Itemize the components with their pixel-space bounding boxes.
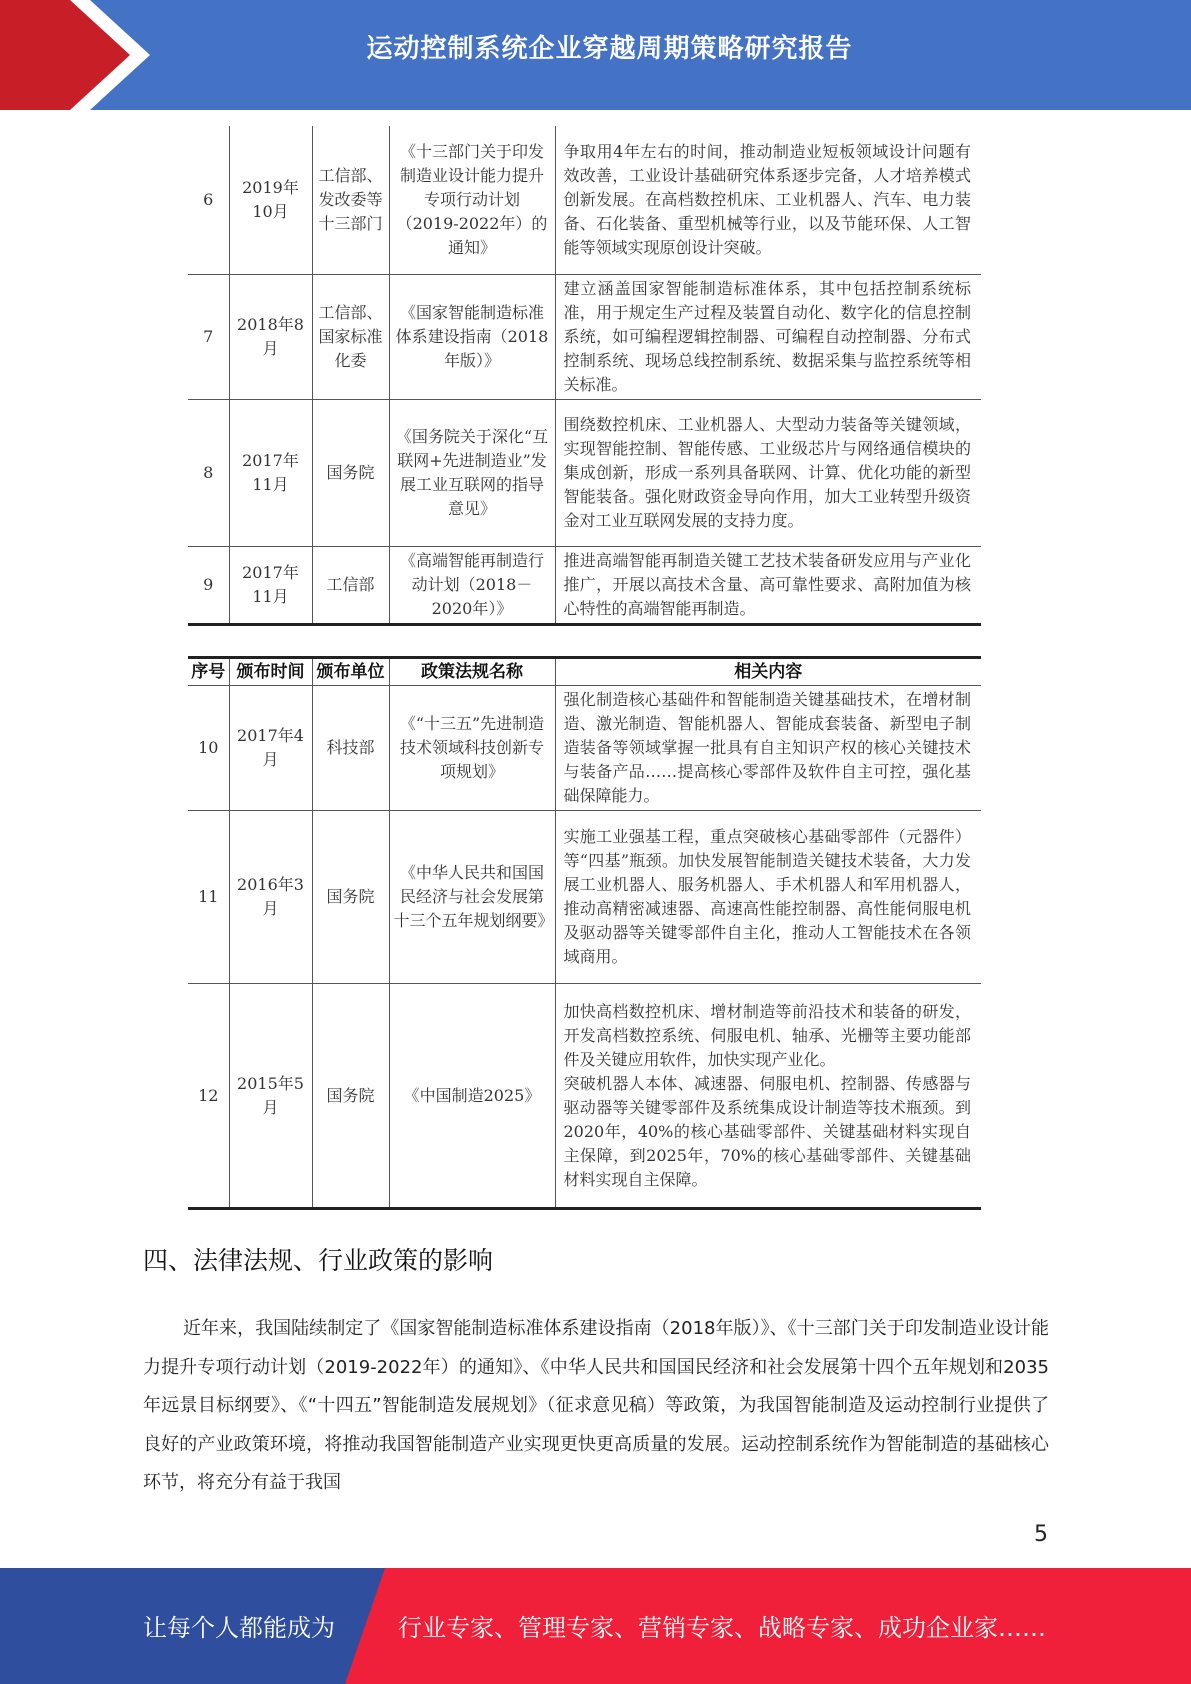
- row-org: 国务院: [312, 984, 389, 1209]
- row-no: 11: [188, 811, 229, 984]
- footer-slogan-left: 让每个人都能成为: [143, 1614, 335, 1642]
- row-org: 国务院: [312, 811, 389, 984]
- row-date: 2018年8月: [229, 274, 312, 399]
- row-date: 2017年4月: [229, 686, 312, 811]
- row-content: 建立涵盖国家智能制造标准体系，其中包括控制系统标准，用于规定生产过程及装置自动化、数字化的信息控制系统，如可编程逻辑控制器、可编程自动控制器、分布式控制系统、现场总线控制系统、数据采集与监控系统等相关标准。: [555, 274, 981, 399]
- row-date: 2017年11月: [229, 546, 312, 624]
- row-date: 2019年10月: [229, 126, 312, 274]
- row-policy-name: 《国务院关于深化“互联网+先进制造业”发展工业互联网的指导意见》: [389, 399, 555, 546]
- report-title: 运动控制系统企业穿越周期策略研究报告: [366, 34, 853, 64]
- header-no: 序号: [188, 658, 229, 686]
- policy-table: [188, 656, 981, 1210]
- row-org: 工信部: [312, 546, 389, 624]
- page-header: [0, 0, 1191, 110]
- row-no: 10: [188, 686, 229, 811]
- row-content: 加快高档数控机床、增材制造等前沿技术和装备的研发，开发高档数控系统、伺服电机、轴承、光栅等主要功能部件及关键应用软件，加快实现产业化。 突破机器人本体、减速器、伺服电机、控制器、传感器与驱动器等关键零部件及系统集成设计制造等技术瓶颈。到2020年，40%的核心基础零部件、关键基础材料实现自主保障，到2025年，70%的核心基础零部件、关键基础材料实现自主保障。: [555, 984, 981, 1209]
- header-date: 颁布时间: [229, 658, 312, 686]
- row-content: 实施工业强基工程，重点突破核心基础零部件（元器件）等“四基”瓶颈。加快发展智能制造关键技术装备，大力发展工业机器人、服务机器人、手术机器人和军用机器人，推动高精密减速器、高速高性能控制器、高性能伺服电机及驱动器等关键零部件自主化，推动人工智能技术在各领域商用。: [555, 811, 981, 984]
- page-number: 5: [1034, 1522, 1048, 1547]
- row-org: 工信部、发改委等十三部门: [312, 126, 389, 274]
- row-org: 国务院: [312, 399, 389, 546]
- row-no: 9: [188, 546, 229, 624]
- policy-table-continued: [188, 126, 981, 626]
- header-content: 相关内容: [555, 658, 981, 686]
- header-policy-name: 政策法规名称: [389, 658, 555, 686]
- body-paragraph: 近年来，我国陆续制定了《国家智能制造标准体系建设指南（2018年版）》、《十三部门关于印发制造业设计能力提升专项行动计划（2019-2022年）的通知》、《中华人民共和国国民经济和社会发展第十四个五年规划和2035年远景目标纲要》、《“十四五”智能制造发展规划》（征求意见稿）等政策，为我国智能制造及运动控制行业提供了良好的产业政策环境，将推动我国智能制造产业实现更快更高质量的发展。运动控制系统作为智能制造的基础核心环节，将充分有益于我国: [143, 1318, 1049, 1493]
- table-header-row: [188, 658, 981, 686]
- row-content: 强化制造核心基础件和智能制造关键基础技术，在增材制造、激光制造、智能机器人、智能成套装备、新型电子制造装备等领域掌握一批具有自主知识产权的核心关键技术与装备产品……提高核心零部件及软件自主可控，强化基础保障能力。: [555, 686, 981, 811]
- row-policy-name: 《“十三五”先进制造技术领域科技创新专项规划》: [389, 686, 555, 811]
- table-row: [188, 399, 981, 546]
- table-row: [188, 126, 981, 274]
- row-no: 12: [188, 984, 229, 1209]
- row-no: 6: [188, 126, 229, 274]
- section-heading: 四、法律法规、行业政策的影响: [143, 1246, 494, 1275]
- table-row: [188, 811, 981, 984]
- row-content: 争取用4年左右的时间，推动制造业短板领域设计问题有效改善，工业设计基础研究体系逐步完备，人才培养模式创新发展。在高档数控机床、工业机器人、汽车、电力装备、石化装备、重型机械等行业，以及节能环保、人工智能等领域实现原创设计突破。: [555, 126, 981, 274]
- table-row: [188, 984, 981, 1209]
- row-policy-name: 《十三部门关于印发制造业设计能力提升专项行动计划（2019-2022年）的通知》: [389, 126, 555, 274]
- row-policy-name: 《高端智能再制造行动计划（2018－2020年）》: [389, 546, 555, 624]
- header-org: 颁布单位: [312, 658, 389, 686]
- footer-slogan-right: 行业专家、管理专家、营销专家、战略专家、成功企业家……: [398, 1614, 1046, 1642]
- row-date: 2015年5月: [229, 984, 312, 1209]
- table-row: [188, 274, 981, 399]
- row-policy-name: 《中华人民共和国国民经济与社会发展第十三个五年规划纲要》: [389, 811, 555, 984]
- row-org: 科技部: [312, 686, 389, 811]
- table-row: [188, 546, 981, 624]
- row-policy-name: 《国家智能制造标准体系建设指南（2018年版）》: [389, 274, 555, 399]
- row-no: 7: [188, 274, 229, 399]
- page-footer: [0, 1568, 1191, 1684]
- row-content: 围绕数控机床、工业机器人、大型动力装备等关键领域，实现智能控制、智能传感、工业级芯片与网络通信模块的集成创新，形成一系列具备联网、计算、优化功能的新型智能装备。强化财政资金导向作用，加大工业转型升级资金对工业互联网发展的支持力度。: [555, 399, 981, 546]
- row-org: 工信部、国家标准化委: [312, 274, 389, 399]
- table-row: [188, 686, 981, 811]
- row-policy-name: 《中国制造2025》: [389, 984, 555, 1209]
- row-date: 2016年3月: [229, 811, 312, 984]
- row-date: 2017年11月: [229, 399, 312, 546]
- row-content: 推进高端智能再制造关键工艺技术装备研发应用与产业化推广，开展以高技术含量、高可靠性要求、高附加值为核心特性的高端智能再制造。: [555, 546, 981, 624]
- row-no: 8: [188, 399, 229, 546]
